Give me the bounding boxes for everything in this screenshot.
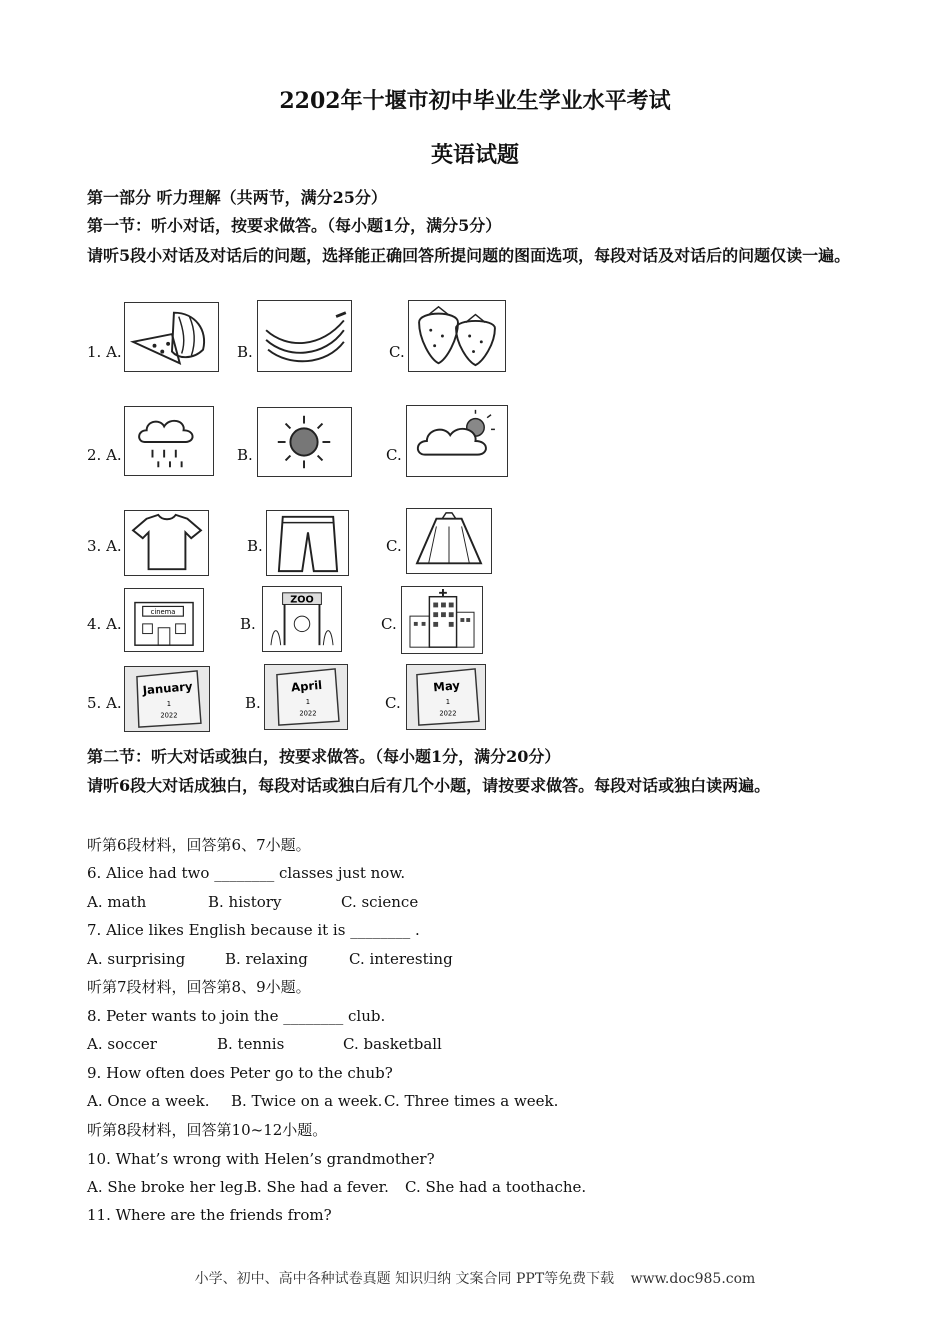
q4-label-a: 4. A. (87, 615, 122, 633)
hospital-icon (401, 586, 483, 654)
material-7-note: 听第7段材料，回答第8、9小题。 (87, 978, 311, 996)
sun-icon (257, 407, 352, 477)
calendar-year: 2022 (160, 711, 178, 720)
question-11: 11. Where are the friends from? (87, 1206, 332, 1224)
q8-option-a: A. soccer (87, 1035, 157, 1053)
section2-heading: 第二节：听大对话或独白，按要求做答。（每小题1分，满分20分） (87, 747, 561, 766)
bananas-icon (257, 300, 352, 372)
q1-label-c: C. (389, 343, 405, 361)
q5-label-b: B. (245, 694, 261, 712)
q6-option-a: A. math (87, 893, 147, 911)
section1-heading: 第一节：听小对话，按要求做答。（每小题1分，满分5分） (87, 216, 502, 235)
q10-option-c: C. She had a toothache. (405, 1178, 587, 1196)
q5-label-a: 5. A. (87, 694, 122, 712)
footer-link[interactable]: www.doc985.com (630, 1271, 756, 1287)
q8-option-c: C. basketball (343, 1035, 442, 1053)
calendar-may-icon (406, 664, 486, 730)
q2-label-a: 2. A. (87, 446, 122, 464)
strawberries-icon (408, 300, 506, 372)
q4-label-c: C. (381, 615, 397, 633)
q9-option-c: C. Three times a week. (384, 1092, 559, 1110)
q1-label-a: 1. A. (87, 343, 122, 361)
part1-heading: 第一部分 听力理解（共两节，满分25分） (87, 188, 387, 207)
cinema-sign-text: cinema (150, 608, 176, 617)
cloudy-sun-icon (406, 405, 508, 477)
material-8-note: 听第8段材料，回答第10~12小题。 (87, 1121, 328, 1139)
footer-text: 小学、初中、高中各种试卷真题 知识归纳 文案合同 PPT等免费下载 (194, 1271, 615, 1287)
page-title: 2202年十堰市初中毕业生学业水平考试 (279, 88, 671, 114)
question-6: 6. Alice had two ________ classes just now. (87, 864, 406, 882)
calendar-january-icon (124, 666, 210, 732)
q7-option-b: B. relaxing (225, 950, 308, 968)
calendar-day: 1 (166, 699, 172, 708)
pants-icon (266, 510, 349, 576)
question-9: 9. How often does Peter go to the chub? (87, 1064, 393, 1082)
q9-option-b: B. Twice on a week. (231, 1092, 383, 1110)
q7-option-a: A. surprising (87, 950, 186, 968)
calendar-month: April (290, 677, 323, 695)
question-10: 10. What’s wrong with Helen’s grandmother? (87, 1150, 435, 1168)
rain-cloud-icon (124, 406, 214, 476)
section2-instruction: 请听6段大对话成独白，每段对话或独白后有几个小题，请按要求做答。每段对话或独白读两遍。 (87, 776, 771, 795)
q4-label-b: B. (240, 615, 256, 633)
zoo-icon (262, 586, 342, 652)
section1-instruction: 请听5段小对话及对话后的问题，选择能正确回答所提问题的图面选项，每段对话及对话后的问题仅读一遍。 (87, 246, 851, 265)
watermelon-icon (124, 302, 219, 372)
calendar-day: 1 (305, 697, 311, 706)
q7-option-c: C. interesting (349, 950, 453, 968)
q10-option-a: A. She broke her leg. (87, 1178, 249, 1196)
cinema-icon (124, 588, 204, 652)
tshirt-icon (124, 510, 209, 576)
q2-label-c: C. (386, 446, 402, 464)
q3-label-c: C. (386, 537, 402, 555)
page-footer (0, 1268, 950, 1288)
q3-label-a: 3. A. (87, 537, 122, 555)
calendar-year: 2022 (439, 709, 457, 718)
question-8: 8. Peter wants to join the ________ club. (87, 1007, 386, 1025)
material-6-note: 听第6段材料，回答第6、7小题。 (87, 836, 311, 854)
q10-option-b: B. She had a fever. (246, 1178, 389, 1196)
calendar-day: 1 (445, 697, 451, 706)
calendar-month: January (142, 679, 194, 698)
q3-label-b: B. (247, 537, 263, 555)
page-subtitle: 英语试题 (430, 142, 519, 168)
skirt-icon (406, 508, 492, 574)
q5-label-c: C. (385, 694, 401, 712)
calendar-month: May (432, 678, 461, 695)
q1-label-b: B. (237, 343, 253, 361)
q6-option-c: C. science (341, 893, 419, 911)
zoo-sign-text: ZOO (290, 594, 314, 606)
calendar-april-icon (264, 664, 348, 730)
calendar-year: 2022 (299, 709, 317, 718)
q6-option-b: B. history (208, 893, 282, 911)
q9-option-a: A. Once a week. (87, 1092, 210, 1110)
question-7: 7. Alice likes English because it is ________ . (87, 921, 420, 939)
q8-option-b: B. tennis (217, 1035, 285, 1053)
q2-label-b: B. (237, 446, 253, 464)
